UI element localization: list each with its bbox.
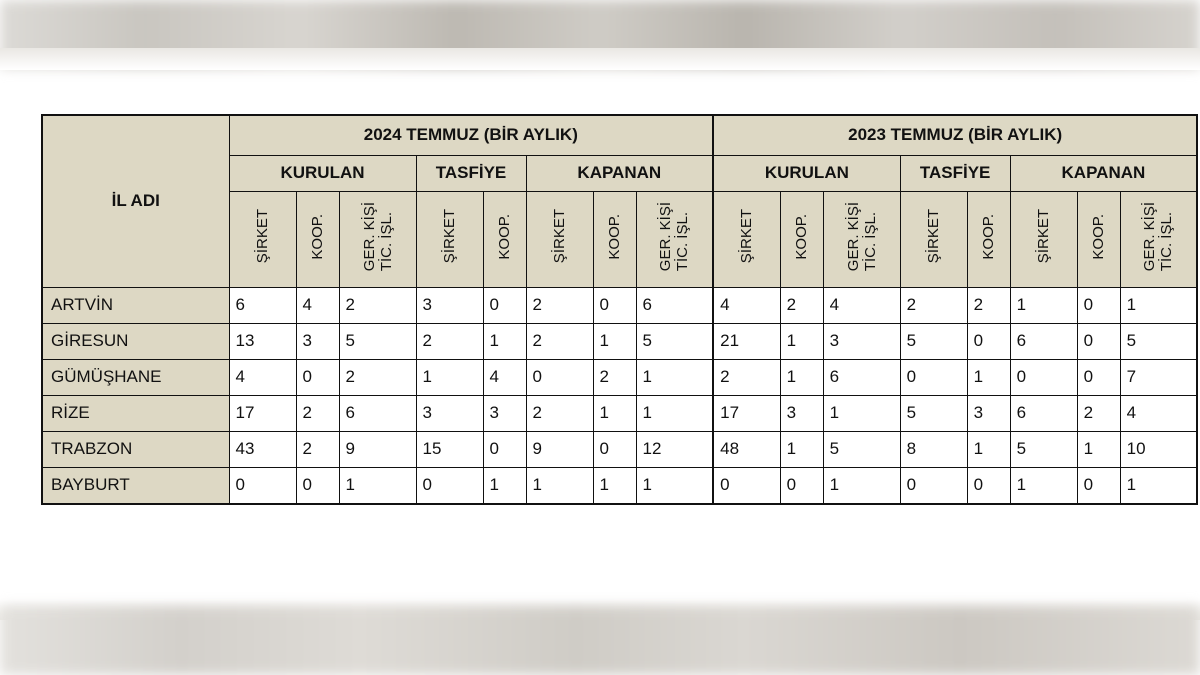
table-cell: 3 [416,287,483,323]
table-cell: 4 [483,359,526,395]
table-cell: 9 [526,431,593,467]
column-header [823,191,900,287]
table-cell: 1 [636,395,713,431]
table-cell: 5 [900,395,967,431]
table-cell: 1 [823,467,900,504]
table-cell: 5 [823,431,900,467]
column-header [713,191,780,287]
table-cell: 2 [967,287,1010,323]
table-cell: 1 [593,323,636,359]
table-cell: 2 [593,359,636,395]
table-cell: 0 [713,467,780,504]
table-cell: 21 [713,323,780,359]
column-header-label: GER. KİŞİ TİC. İŞL. [657,201,692,272]
table-cell: 5 [636,323,713,359]
table-cell: 0 [593,287,636,323]
column-header [296,191,339,287]
table-cell: 5 [1120,323,1197,359]
blurred-background-bottom [0,606,1200,675]
group-label: KAPANAN [526,155,713,191]
table-cell: 2 [900,287,967,323]
column-header-label: ŞİRKET [441,209,458,264]
table-cell: 1 [780,323,823,359]
column-header [593,191,636,287]
table-cell: 2 [526,395,593,431]
table-cell: 1 [526,467,593,504]
column-header-label: KOOP. [606,213,623,260]
column-header [1077,191,1120,287]
column-header [483,191,526,287]
table-cell: 6 [823,359,900,395]
column-header-label: ŞİRKET [1035,209,1053,264]
table-cell: 5 [900,323,967,359]
table-cell: 1 [1120,467,1197,504]
table-cell: 3 [483,395,526,431]
table-cell: 9 [339,431,416,467]
column-header-label: ŞİRKET [254,209,271,264]
table-cell: 6 [636,287,713,323]
table-cell: 2 [1077,395,1120,431]
period-title: 2023 TEMMUZ (BİR AYLIK) [713,115,1197,155]
column-header-label: KOOP. [309,213,326,260]
group-label: TASFİYE [900,155,1010,191]
column-header [1010,191,1077,287]
province-name: RİZE [42,395,229,431]
table-cell: 0 [1077,323,1120,359]
column-header-label: GER. KİŞİ TİC. İŞL. [844,201,879,272]
column-header-label: KOOP. [980,213,998,260]
group-label: KAPANAN [1010,155,1197,191]
table-cell: 1 [780,359,823,395]
table-cell: 0 [296,359,339,395]
table-cell: 0 [900,359,967,395]
table-cell: 0 [1077,467,1120,504]
table-cell: 6 [339,395,416,431]
column-header [339,191,416,287]
table-cell: 0 [967,467,1010,504]
table-cell: 5 [1010,431,1077,467]
company-statistics-table [41,114,1198,505]
table-row [42,395,1197,431]
table-cell: 43 [229,431,296,467]
table-cell: 2 [780,287,823,323]
period-title: 2024 TEMMUZ (BİR AYLIK) [229,115,713,155]
table-cell: 48 [713,431,780,467]
table-cell: 4 [296,287,339,323]
table-cell: 1 [483,323,526,359]
province-name-header: İL ADI [42,115,229,287]
table-cell: 0 [593,431,636,467]
table-cell: 2 [526,323,593,359]
table-cell: 0 [526,359,593,395]
table-cell: 4 [229,359,296,395]
column-header-label: ŞİRKET [925,209,943,264]
table-cell: 15 [416,431,483,467]
table-row [42,323,1197,359]
table-cell: 13 [229,323,296,359]
table-cell: 10 [1120,431,1197,467]
table-cell: 2 [526,287,593,323]
period-header-row [42,115,1197,155]
table-cell: 2 [296,395,339,431]
column-header [229,191,296,287]
column-header-label: ŞİRKET [738,209,756,264]
table-cell: 1 [636,467,713,504]
table-cell: 17 [713,395,780,431]
table-cell: 6 [229,287,296,323]
table-cell: 1 [416,359,483,395]
table-cell: 4 [1120,395,1197,431]
table-cell: 0 [1077,287,1120,323]
table-cell: 4 [713,287,780,323]
table-cell: 0 [229,467,296,504]
table-cell: 6 [1010,395,1077,431]
table-cell: 0 [967,323,1010,359]
table-cell: 1 [1010,287,1077,323]
province-name: GİRESUN [42,323,229,359]
column-header-label: KOOP. [496,213,513,260]
table-cell: 1 [1077,431,1120,467]
column-header [900,191,967,287]
table-cell: 1 [1010,467,1077,504]
column-header [1120,191,1197,287]
column-header-label: GER. KİŞİ TİC. İŞL. [1141,201,1176,272]
table-cell: 3 [296,323,339,359]
column-header [967,191,1010,287]
column-header-label: KOOP. [1090,213,1108,260]
background-fade-top [0,48,1200,70]
column-header [780,191,823,287]
table-cell: 1 [339,467,416,504]
table-cell: 1 [1120,287,1197,323]
table-row [42,431,1197,467]
column-header-label: ŞİRKET [551,209,568,264]
column-header-label: GER. KİŞİ TİC. İŞL. [360,201,395,272]
table-cell: 3 [823,323,900,359]
province-name: GÜMÜŞHANE [42,359,229,395]
column-header [416,191,483,287]
table-cell: 1 [593,467,636,504]
table-cell: 0 [780,467,823,504]
table-cell: 3 [967,395,1010,431]
group-label: KURULAN [713,155,900,191]
table-cell: 0 [1077,359,1120,395]
table-cell: 1 [780,431,823,467]
table-row [42,467,1197,504]
table-cell: 1 [823,395,900,431]
table-cell: 0 [483,431,526,467]
table-row [42,359,1197,395]
column-header [636,191,713,287]
table-row [42,287,1197,323]
table-cell: 1 [593,395,636,431]
table-cell: 0 [1010,359,1077,395]
table-cell: 7 [1120,359,1197,395]
table-cell: 2 [296,431,339,467]
province-name: BAYBURT [42,467,229,504]
table-cell: 0 [900,467,967,504]
table-cell: 5 [339,323,416,359]
table-cell: 17 [229,395,296,431]
table-cell: 12 [636,431,713,467]
table-cell: 3 [780,395,823,431]
table-cell: 2 [713,359,780,395]
table-cell: 0 [416,467,483,504]
table-cell: 8 [900,431,967,467]
table-cell: 2 [339,359,416,395]
table-cell: 4 [823,287,900,323]
province-name: ARTVİN [42,287,229,323]
table-cell: 1 [967,431,1010,467]
table-cell: 2 [416,323,483,359]
table-cell: 1 [636,359,713,395]
table-cell: 3 [416,395,483,431]
table-cell: 2 [339,287,416,323]
group-label: TASFİYE [416,155,526,191]
column-header [526,191,593,287]
table-cell: 0 [296,467,339,504]
table-cell: 1 [483,467,526,504]
table-cell: 0 [483,287,526,323]
province-name: TRABZON [42,431,229,467]
column-header-label: KOOP. [793,213,811,260]
table-cell: 6 [1010,323,1077,359]
table-cell: 1 [967,359,1010,395]
group-label: KURULAN [229,155,416,191]
